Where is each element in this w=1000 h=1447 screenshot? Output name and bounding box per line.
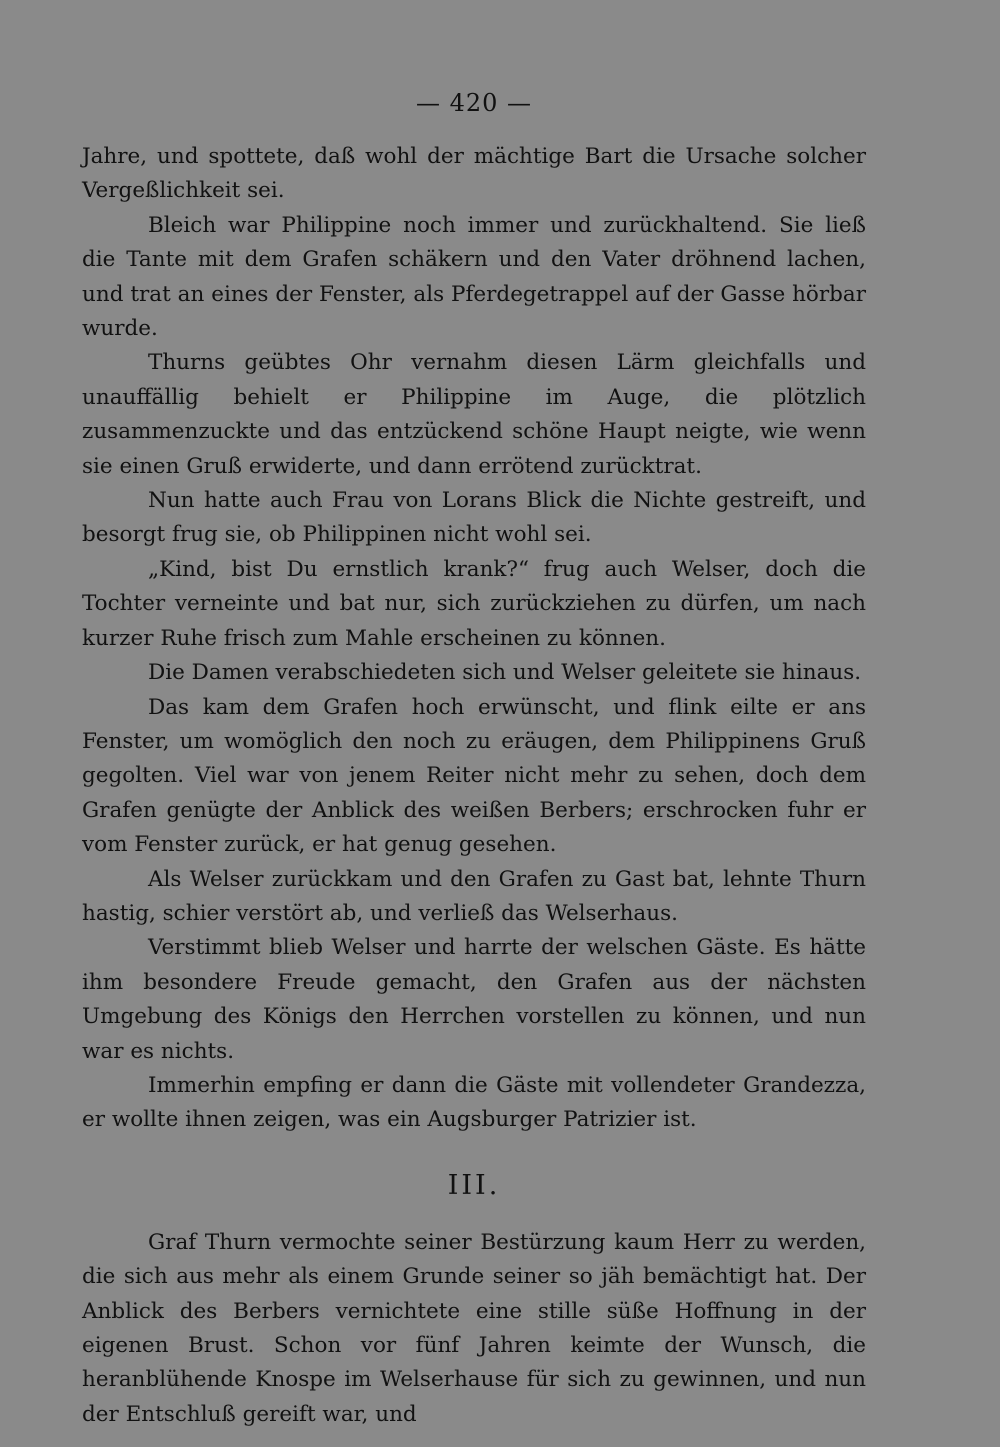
paragraph: Jahre, und spottete, daß wohl der mächtige Bart die Ursache solcher Vergeßlichkeit sei. [82, 144, 866, 204]
paragraph: Graf Thurn vermochte seiner Bestürzung kaum Herr zu werden, die sich aus mehr als einem Grunde seiner so jäh bemächtigt hat. Der Anblick des Berbers vernichtete eine stille süße Hoffnung in der eigenen Brust. Schon vor fünf Jahren keimte der Wunsch, die heranblühende Knospe im Welserhause für sich zu gewinnen, und nun der Entschluß gereift war, und [82, 1229, 866, 1427]
paragraph: Nun hatte auch Frau von Lorans Blick die Nichte gestreift, und besorgt frug sie, ob Philippinen nicht wohl sei. [82, 488, 866, 548]
paragraph: Thurns geübtes Ohr vernahm diesen Lärm gleichfalls und unauffällig behielt er Philippine im Auge, die plötzlich zusammenzuckte und das entzückend schöne Haupt neigte, wie wenn sie einen Gruß erwiderte, und dann errötend zurücktrat. [82, 350, 866, 479]
section-heading: III. [447, 1169, 501, 1201]
text-block-before [82, 140, 866, 1138]
paragraph: Das kam dem Grafen hoch erwünscht, und flink eilte er ans Fenster, um womöglich den noch zu eräugen, dem Philippinens Gruß gegolten. Viel war von jenem Reiter nicht mehr zu sehen, doch dem Grafen genügte der Anblick des weißen Berbers; erschrocken fuhr er vom Fenster zurück, er hat genug gesehen. [82, 694, 866, 858]
document-page [82, 88, 866, 1432]
paragraph: Verstimmt blieb Welser und harrte der welschen Gäste. Es hätte ihm besondere Freude gemacht, den Grafen aus der nächsten Umgebung des Königs den Herrchen vorstellen zu können, und nun war es nichts. [82, 935, 866, 1064]
text-block-after [82, 1226, 866, 1432]
paragraph: Immerhin empfing er dann die Gäste mit vollendeter Grandezza, er wollte ihnen zeigen, was ein Augsburger Patrizier ist. [82, 1072, 866, 1133]
paragraph: „Kind, bist Du ernstlich krank?“ frug auch Welser, doch die Tochter verneinte und bat nur, sich zurückziehen zu dürfen, um nach kurzer Ruhe frisch zum Mahle erscheinen zu können. [82, 556, 866, 651]
paragraph: Als Welser zurückkam und den Grafen zu Gast bat, lehnte Thurn hastig, schier verstört ab, und verließ das Welserhaus. [82, 866, 866, 926]
page-number: — 420 — [415, 89, 533, 117]
paragraph: Die Damen verabschiedeten sich und Welser geleitete sie hinaus. [148, 660, 862, 686]
paragraph: Bleich war Philippine noch immer und zurückhaltend. Sie ließ die Tante mit dem Grafen schäkern und den Vater dröhnend lachen, und trat an eines der Fenster, als Pferdegetrappel auf der Gasse hörbar wurde. [82, 212, 866, 342]
